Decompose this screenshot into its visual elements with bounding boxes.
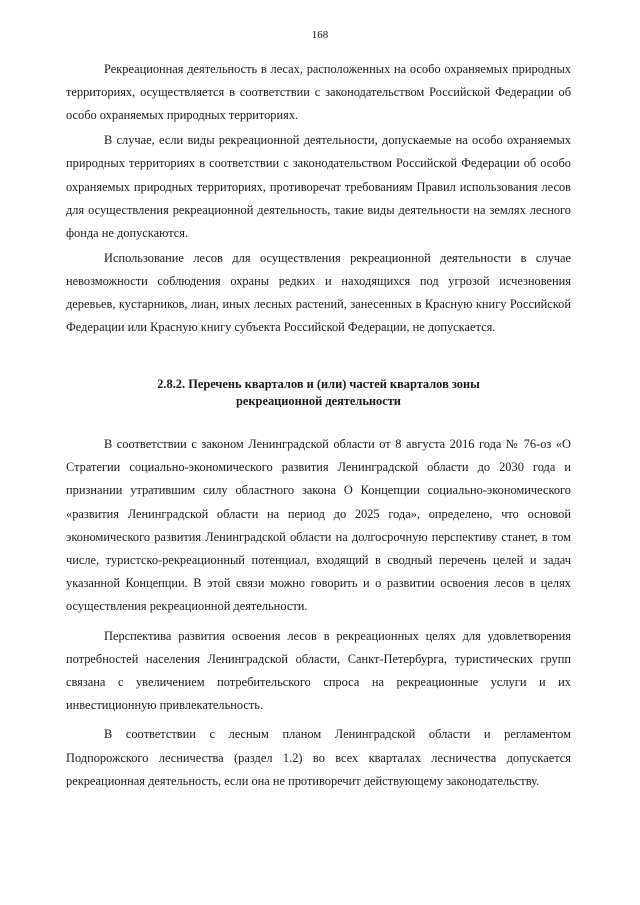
section-heading-line-1: 2.8.2. Перечень кварталов и (или) частей кварталов зоны [157,377,480,391]
paragraph-strategy-law: В соответствии с законом Ленинградской области от 8 августа 2016 года № 76-оз «О Стратегии социально-экономического развития Ленинградской области до 2030 года и признании утратившим силу областного закона О Концепции социально-экономического «развития Ленинградской области на период до 2025 года», определено, что основой экономического развития Ленинградской области на долгосрочную перспективу станет, в том числе, туристско-рекреационный потенциал, входящий в сводный перечень целей и задач указанной Концепции. В этой связи можно говорить и о развитии освоения лесов в целях осуществления рекреационной деятельности. [66,437,571,614]
paragraph-development-perspective: Перспектива развития освоения лесов в рекреационных целях для удовлетворения потребностей населения Ленинградской области, Санкт-Петербурга, туристических групп связана с увеличением потребительского спроса на рекреационные услуги и их инвестиционную привлекательность. [66,628,571,713]
paragraph-red-book-restriction: Использование лесов для осуществления рекреационной деятельности в случае невозможности соблюдения охраны редких и находящихся под угрозой исчезновения деревьев, кустарников, лиан, иных лесных растений, занесенных в Красную книгу Российской Федерации или Красную книгу субъекта Российской Федерации, не допускается. [66,250,571,335]
paragraph-forest-plan: В соответствии с лесным планом Ленинградской области и регламентом Подпорожского лесничества (раздел 1.2) во всех кварталах лесничества допускается рекреационная деятельность, если она не противоречит действующему законодательству. [66,727,571,788]
page-number: 168 [311,29,329,41]
section-heading [66,376,571,410]
top-text-block [66,58,571,339]
paragraph-recreation-conflict: В случае, если виды рекреационной деятельности, допускаемые на особо охраняемых природных территориях в соответствии с законодательством Российской Федерации об особо охраняемых природных территориях, противоречат требованиям Правил использования лесов для осуществления рекреационной деятельность, такие виды деятельности на землях лесного фонда не допускаются. [66,133,571,240]
paragraph-recreation-protected-areas: Рекреационная деятельность в лесах, расположенных на особо охраняемых природных территориях, осуществляется в соответствии с законодательством Российской Федерации об особо охраняемых природных территориях. [66,62,571,123]
section-heading-line-2: рекреационной деятельности [236,394,401,408]
bottom-text-block [66,433,571,793]
